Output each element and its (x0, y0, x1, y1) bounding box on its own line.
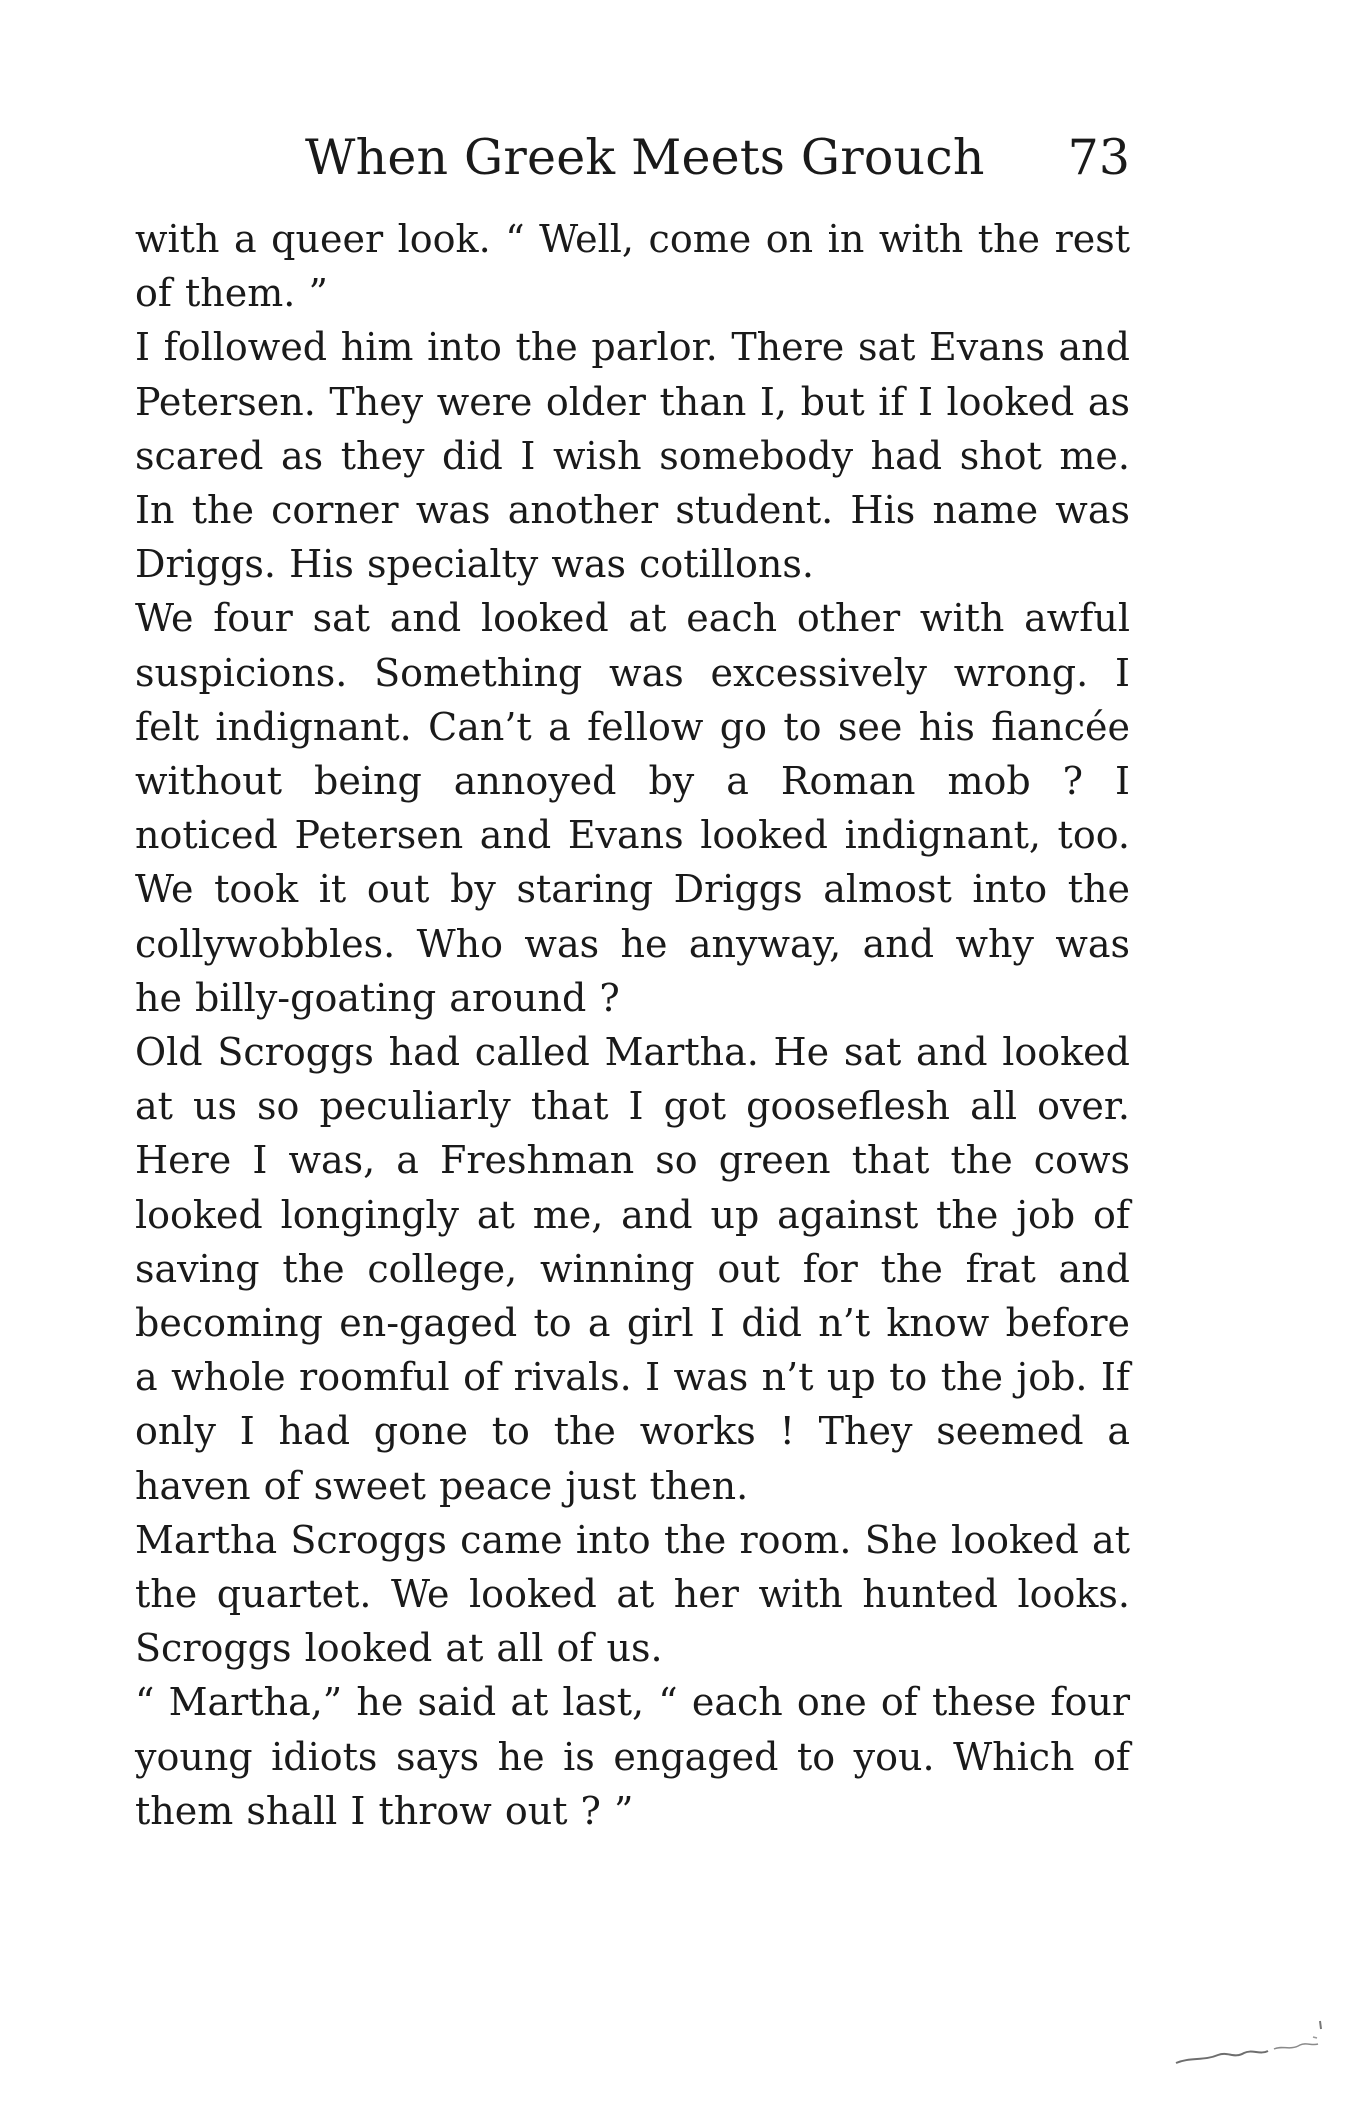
paragraph-continuation: with a queer look. “ Well, come on in with the rest of them. ” (135, 217, 1130, 316)
page-number: 73 (1067, 129, 1130, 186)
paragraph-parlor: I followed him into the parlor. There sat Evans and Petersen. They were older than I, but if I looked as scared as they did I wish somebody had shot me. In the corner was another student. His name was Driggs. His specialty was cotillons. (135, 325, 1130, 587)
running-head (305, 128, 1130, 188)
ink-smudge-mark (1170, 2015, 1330, 2075)
paragraph-old-scroggs: Old Scroggs had called Martha. He sat and looked at us so peculiarly that I got gooseflesh all over. Here I was, a Freshman so green that the cows looked longingly at me, and up against the job of saving the college, winning out for the frat and becoming en-gaged to a girl I did n’t know before a whole roomful of rivals. I was n’t up to the job. If only I had gone to the works ! They seemed a haven of sweet peace just then. (135, 1030, 1130, 1508)
paragraph-martha-enters: Martha Scroggs came into the room. She looked at the quartet. We looked at her with hunted looks. Scroggs looked at all of us. (135, 1517, 1130, 1671)
paragraph-suspicions: We four sat and looked at each other with awful suspicions. Something was excessively wrong. I felt indignant. Can’t a fellow go to see his fiancée without being annoyed by a Roman mob ? I noticed Petersen and Evans looked indignant, too. We took it out by staring Driggs almost into the collywobbles. Who was he anyway, and why was he billy-goating around ? (135, 596, 1130, 1020)
running-title: When Greek Meets Grouch (305, 129, 985, 186)
paragraph-dialogue: “ Martha,” he said at last, “ each one of these four young idiots says he is engaged to you. Which of them shall I throw out ? ” (135, 1680, 1130, 1833)
body-text (135, 212, 1130, 1838)
